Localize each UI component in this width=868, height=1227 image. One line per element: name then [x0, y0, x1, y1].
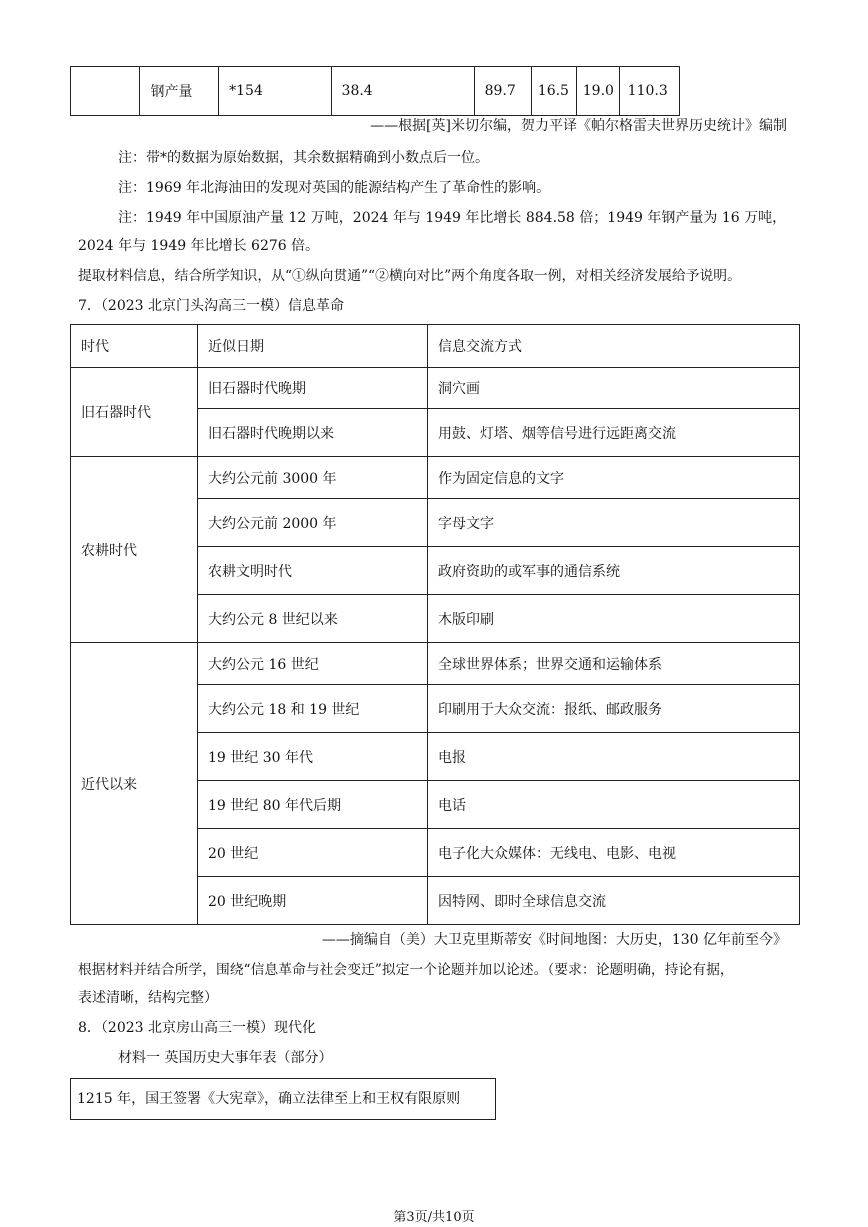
header-cell: 近似日期: [198, 325, 428, 368]
table-cell: 38.4: [331, 67, 474, 116]
question-title: 7．（2023 北京门头沟高三一模）信息革命: [78, 298, 344, 314]
method-cell: 印刷用于大众交流：报纸、邮政服务: [428, 685, 800, 733]
question-title: 8．（2023 北京房山高三一模）现代化: [78, 1020, 316, 1036]
material-heading: 材料一 英国历史大事年表（部分）: [118, 1050, 333, 1066]
table-cell: [71, 67, 140, 116]
method-cell: 电话: [428, 781, 800, 829]
date-cell: 20 世纪: [198, 829, 428, 877]
era-cell: 农耕时代: [71, 457, 198, 643]
method-cell: 政府资助的或军事的通信系统: [428, 547, 800, 595]
note-line: 注：带*的数据为原始数据，其余数据精确到小数点后一位。: [118, 150, 489, 166]
note-line: 注：1969 年北海油田的发现对英国的能源结构产生了革命性的影响。: [118, 180, 551, 196]
method-cell: 因特网、即时全球信息交流: [428, 877, 800, 925]
steel-table: [70, 66, 680, 116]
date-cell: 农耕文明时代: [198, 547, 428, 595]
question-text: 表述清晰，结构完整）: [78, 990, 218, 1006]
table-row: [71, 67, 680, 116]
date-cell: 19 世纪 30 年代: [198, 733, 428, 781]
table-cell: 钢产量: [140, 67, 219, 116]
timeline-entry: 1215 年，国王签署《大宪章》，确立法律至上和王权有限原则: [77, 1091, 461, 1107]
date-cell: 旧石器时代晚期: [198, 368, 428, 409]
table-cell: 89.7: [474, 67, 531, 116]
method-cell: 字母文字: [428, 499, 800, 547]
note-line: 注：1949 年中国原油产量 12 万吨，2024 年与 1949 年比增长 884.58 倍；1949 年钢产量为 16 万吨，: [118, 210, 787, 226]
source-citation: ——摘编自（美）大卫克里斯蒂安《时间地图：大历史，130 亿年前至今》: [321, 932, 787, 948]
table-cell: 110.3: [619, 67, 679, 116]
method-cell: 作为固定信息的文字: [428, 457, 800, 499]
era-cell: 旧石器时代: [71, 368, 198, 457]
date-cell: 大约公元 18 和 19 世纪: [198, 685, 428, 733]
table-cell: 16.5: [531, 67, 576, 116]
note-line: 2024 年与 1949 年比增长 6276 倍。: [78, 238, 320, 254]
info-revolution-table: [70, 324, 800, 925]
method-cell: 洞穴画: [428, 368, 800, 409]
header-cell: 信息交流方式: [428, 325, 800, 368]
date-cell: 大约公元前 2000 年: [198, 499, 428, 547]
date-cell: 大约公元 16 世纪: [198, 643, 428, 685]
date-cell: 大约公元 8 世纪以来: [198, 595, 428, 643]
date-cell: 19 世纪 80 年代后期: [198, 781, 428, 829]
date-cell: 旧石器时代晚期以来: [198, 409, 428, 457]
date-cell: 20 世纪晚期: [198, 877, 428, 925]
table-row: [71, 643, 800, 685]
method-cell: 用鼓、灯塔、烟等信号进行远距离交流: [428, 409, 800, 457]
timeline-box: [70, 1078, 496, 1120]
table-row: [71, 368, 800, 409]
source-citation: ——根据[英]米切尔编，贺力平译《帕尔格雷夫世界历史统计》编制: [370, 118, 787, 134]
method-cell: 电报: [428, 733, 800, 781]
table-cell: *154: [219, 67, 331, 116]
method-cell: 木版印刷: [428, 595, 800, 643]
date-cell: 大约公元前 3000 年: [198, 457, 428, 499]
method-cell: 电子化大众媒体：无线电、电影、电视: [428, 829, 800, 877]
question-text: 根据材料并结合所学，围绕“信息革命与社会变迁”拟定一个论题并加以论述。（要求：论题明确，持论有据，: [78, 962, 734, 978]
table-row: [71, 457, 800, 499]
header-cell: 时代: [71, 325, 198, 368]
era-cell: 近代以来: [71, 643, 198, 925]
method-cell: 全球世界体系；世界交通和运输体系: [428, 643, 800, 685]
page-number: 第3页/共10页: [393, 1210, 475, 1225]
question-text: 提取材料信息，结合所学知识，从“①纵向贯通”“②横向对比”两个角度各取一例，对相关经济发展给予说明。: [78, 268, 741, 284]
table-header-row: [71, 325, 800, 368]
table-cell: 19.0: [576, 67, 619, 116]
